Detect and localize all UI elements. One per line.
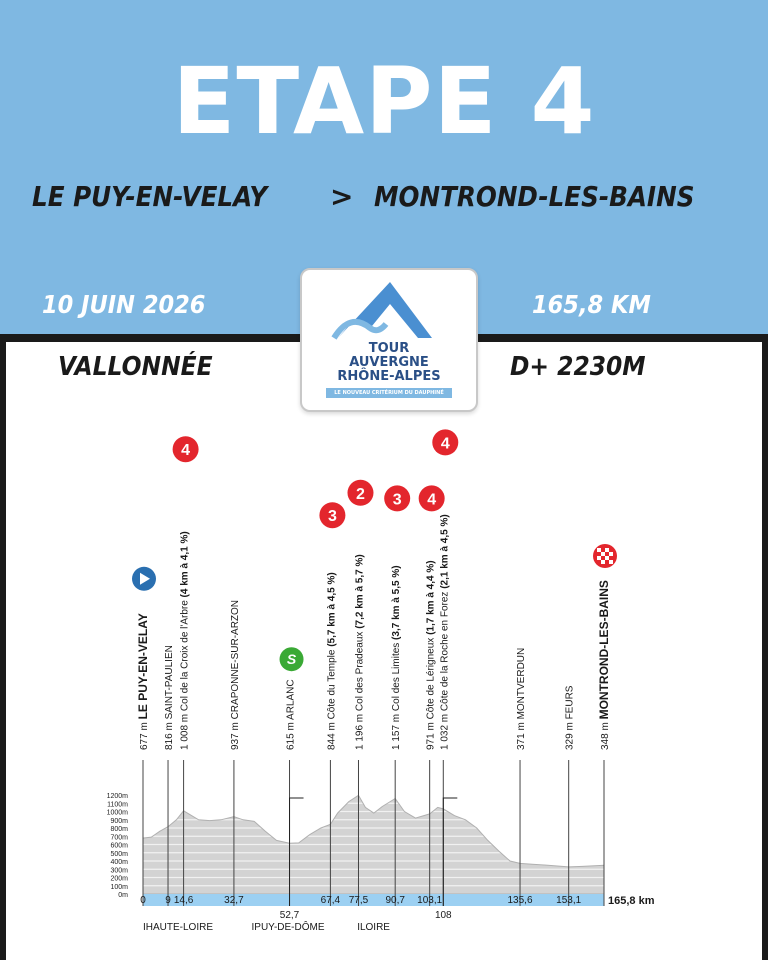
climb-detail: (1,7 km à 4,4 %) [425, 560, 437, 635]
y-tick-label: 100m [110, 883, 128, 891]
y-tick-label: 800m [110, 826, 128, 833]
stage-distance: 165,8 KM [532, 290, 651, 319]
waypoint-altitude: 937 m [229, 719, 241, 750]
y-tick-label: 1200m [106, 793, 128, 800]
waypoint-name: Côte du Temple [326, 646, 338, 720]
y-tick-label: 0m [118, 892, 128, 899]
y-tick-label: 600m [110, 842, 128, 850]
climb-detail: (3,7 km à 5,5 %) [391, 565, 403, 640]
km-label: 52,7 [279, 910, 300, 921]
logo-tagline: LE NOUVEAU CRITÉRIUM DU DAUPHINÉ [334, 390, 444, 396]
region-label: IHAUTE-LOIRE [143, 922, 214, 933]
km-label: 135,6 [507, 895, 533, 906]
waypoint-altitude: 1 008 m [179, 711, 191, 750]
logo-tagline-strip [326, 388, 452, 398]
y-tick-label: 400m [110, 859, 128, 866]
elevation-gain: D+ 2230M [510, 352, 646, 382]
waypoint-altitude: 816 m [164, 719, 176, 750]
y-tick-label: 700m [110, 834, 128, 842]
waypoint-label [326, 572, 337, 750]
checker-square [609, 552, 613, 556]
climb-category-number: 4 [440, 435, 450, 453]
y-tick-label: 500m [110, 850, 128, 858]
route-finish: MONTROND-LES-BAINS [374, 180, 695, 213]
waypoint-label [180, 531, 191, 750]
waypoint-name: MONTVERDUN [516, 647, 528, 720]
region-label: IPUY-DE-DÔME [251, 922, 325, 933]
logo-line-2: AUVERGNE [349, 355, 429, 370]
stage-title: ETAPE 4 [172, 48, 596, 155]
waypoint-name: CRAPONNE-SUR-ARZON [229, 599, 241, 720]
mountain-logo-icon [320, 278, 460, 346]
waypoint-label [516, 648, 527, 750]
waypoint-label [391, 565, 402, 750]
waypoint-name: Côte de la Roche en Forez [439, 588, 451, 712]
checker-square [601, 552, 605, 556]
waypoint-label [354, 554, 365, 750]
race-logo [300, 268, 478, 412]
y-tick-label: 300m [110, 867, 128, 875]
waypoint-name: MONTROND-LES-BAINS [597, 580, 611, 720]
checker-square [605, 548, 609, 552]
waypoint-altitude: 677 m [139, 719, 150, 750]
km-label: 153,1 [556, 895, 582, 906]
waypoint-name: FEURS [564, 685, 576, 720]
km-label: 103,1 [417, 895, 443, 906]
waypoint-name: Col des Limites [391, 639, 403, 712]
y-tick-label: 1100m [107, 801, 128, 809]
waypoint-label [164, 645, 175, 750]
waypoint-label [439, 514, 450, 750]
climb-detail: (2,1 km à 4,5 %) [439, 514, 451, 589]
waypoint-altitude: 348 m [600, 719, 611, 750]
climb-category-number: 4 [427, 491, 437, 509]
y-tick-label: 200m [110, 875, 128, 883]
logo-line-3: RHÔNE-ALPES [337, 369, 441, 384]
km-label: 108 [434, 910, 452, 921]
baseline-bar [143, 894, 604, 906]
waypoint-name: Côte de Lérigneux [425, 634, 437, 720]
checker-square [597, 548, 601, 552]
km-label: 32,7 [224, 895, 244, 906]
waypoint-name: Col de la Croix de l'Arbre [179, 597, 191, 712]
checker-square [601, 560, 605, 564]
elevation-profile-chart [0, 420, 768, 960]
profile-type: VALLONNÉE [58, 352, 213, 382]
total-distance-label: 165,8 km [608, 895, 655, 907]
waypoint-altitude: 1 196 m [354, 711, 366, 750]
stage-date: 10 JUIN 2026 [42, 290, 206, 319]
y-tick-label: 1000m [106, 809, 128, 817]
km-label: 0 [140, 895, 146, 906]
climb-category-number: 3 [392, 491, 402, 509]
km-label: 90,7 [385, 895, 405, 906]
km-label: 77,5 [348, 895, 369, 906]
checker-square [597, 556, 601, 560]
waypoint-altitude: 371 m [516, 719, 528, 750]
waypoint-altitude: 1 032 m [439, 711, 451, 750]
region-label: ILOIRE [357, 922, 390, 933]
waypoint-label [136, 613, 150, 750]
waypoint-label [230, 600, 241, 750]
route-separator: > [330, 180, 354, 213]
km-label: 9 [165, 895, 171, 906]
waypoint-altitude: 615 m [285, 719, 297, 750]
climb-category-number: 2 [356, 485, 365, 503]
waypoint-label [426, 560, 437, 750]
km-label: 67,4 [320, 895, 341, 906]
waypoint-label [565, 685, 576, 750]
checker-square [609, 560, 613, 564]
waypoint-name: SAINT-PAULIEN [164, 645, 176, 720]
km-label: 14,6 [173, 895, 194, 906]
climb-category-number: 4 [181, 442, 191, 460]
sprint-icon-letter: S [286, 651, 297, 668]
y-tick-label: 900m [110, 817, 128, 825]
waypoint-name: ARLANC [285, 679, 297, 720]
waypoint-altitude: 329 m [564, 719, 576, 750]
waypoint-label [286, 679, 297, 750]
checker-square [605, 556, 609, 560]
waypoint-altitude: 1 157 m [391, 711, 403, 750]
climb-detail: (5,7 km à 4,5 %) [326, 572, 338, 647]
route-start: LE PUY-EN-VELAY [32, 180, 268, 213]
climb-category-number: 3 [327, 508, 337, 526]
waypoint-altitude: 971 m [425, 719, 437, 750]
waypoint-altitude: 844 m [326, 719, 338, 750]
climb-detail: (4 km à 4,1 %) [179, 531, 191, 598]
waypoint-name: Col des Pradeaux [354, 628, 366, 712]
waypoint-label [597, 580, 611, 750]
waypoint-name: LE PUY-EN-VELAY [136, 613, 150, 720]
climb-detail: (7,2 km à 5,7 %) [354, 554, 366, 629]
logo-line-1: TOUR [368, 341, 410, 356]
